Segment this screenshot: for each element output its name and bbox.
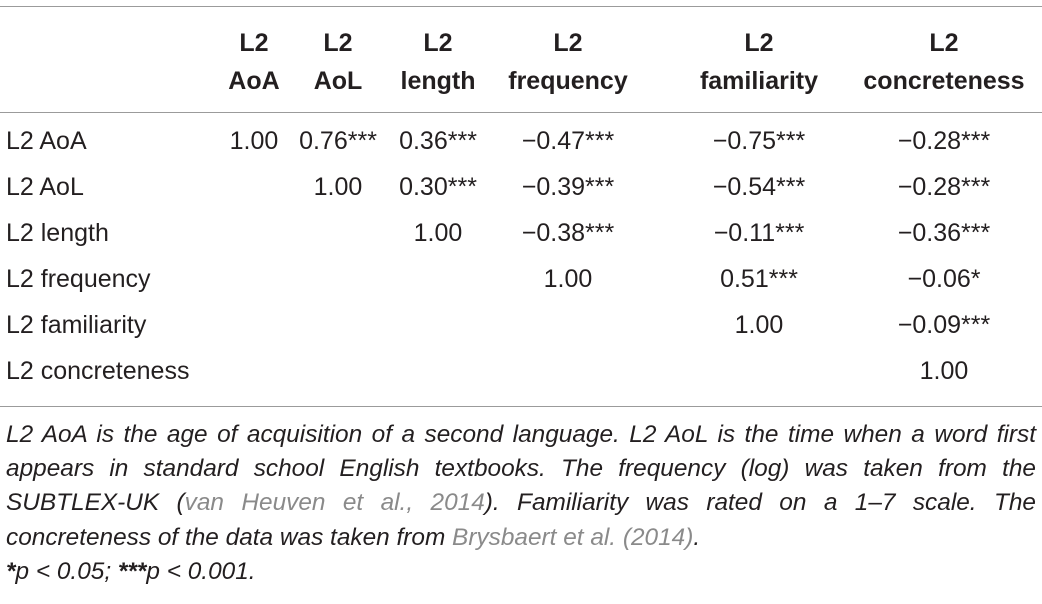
correlation-value: −0.09 [897, 311, 962, 339]
correlation-cell [659, 126, 859, 156]
footnote-text-2: ). Familiarity was rated on a 1–7 scale. The concreteness of the data was taken from [6, 489, 1036, 551]
correlation-value: 1.00 [229, 127, 279, 155]
correlation-value: −0.38 [521, 219, 586, 247]
correlation-value: 1.00 [734, 311, 784, 339]
row-label: L2 AoL [6, 173, 84, 201]
column-header-line2: length [400, 67, 476, 95]
significance-stars: *** [585, 127, 615, 155]
column-header-line2: AoA [228, 67, 280, 95]
column-header-line2: frequency [508, 67, 628, 95]
column-header-line1: L2 [929, 29, 959, 57]
correlation-value: −0.36 [897, 219, 962, 247]
correlation-cell [844, 264, 1042, 294]
significance-stars: *** [447, 173, 477, 201]
correlation-value: 0.76 [299, 127, 348, 155]
table-top-rule [0, 6, 1042, 7]
correlation-value: −0.06 [907, 265, 971, 293]
significance-stars: *** [961, 311, 991, 339]
correlation-cell [468, 172, 668, 202]
significance-stars: *** [775, 219, 805, 247]
row-label: L2 length [6, 219, 109, 247]
significance-stars: *** [961, 219, 991, 247]
correlation-value: 1.00 [919, 357, 969, 385]
column-header-line1: L2 [423, 29, 453, 57]
row-label: L2 concreteness [6, 357, 190, 385]
significance-stars: *** [768, 265, 798, 293]
row-label: L2 familiarity [6, 311, 147, 339]
significance-stars: *** [776, 127, 806, 155]
citation-link-van-heuven[interactable]: van Heuven et al., 2014 [184, 489, 485, 517]
correlation-value: −0.28 [897, 127, 962, 155]
column-header-line2: AoL [313, 67, 363, 95]
significance-marker-single: * [6, 557, 16, 585]
footnote-text-3: . [693, 523, 701, 551]
column-header-line1: L2 [323, 29, 353, 57]
correlation-cell [844, 310, 1042, 340]
significance-text-triple: p < 0.001. [146, 557, 256, 585]
correlation-cell [659, 310, 859, 340]
correlation-value: 1.00 [413, 219, 463, 247]
column-header-line1: L2 [239, 29, 269, 57]
row-label: L2 AoA [6, 127, 87, 155]
correlation-value: 0.30 [399, 173, 448, 201]
correlation-value: −0.11 [713, 219, 776, 247]
row-label: L2 frequency [6, 265, 151, 293]
correlation-value: −0.28 [897, 173, 962, 201]
correlation-cell [844, 172, 1042, 202]
column-header-line2: familiarity [699, 67, 819, 95]
table-footnote [6, 418, 1036, 589]
significance-stars: *** [961, 127, 991, 155]
footnote-text-1: L2 AoA is the age of acquisition of a second language. L2 AoL is the time when a word first appears in standard school English textbooks. The frequency (log) was taken from the SUBTLEX-UK ( [6, 421, 1036, 517]
correlation-value: −0.39 [521, 173, 586, 201]
correlation-cell [844, 218, 1042, 248]
correlation-cell [659, 264, 859, 294]
significance-marker-triple: *** [117, 557, 147, 585]
table-header-rule [0, 112, 1042, 113]
column-header-line1: L2 [553, 29, 583, 57]
significance-stars: *** [585, 173, 615, 201]
correlation-cell [468, 126, 668, 156]
correlation-value: −0.54 [712, 173, 777, 201]
significance-stars: *** [776, 173, 806, 201]
significance-stars: *** [961, 173, 991, 201]
correlation-value: 1.00 [543, 265, 593, 293]
correlation-cell [468, 264, 668, 294]
correlation-cell [468, 218, 668, 248]
correlation-value: 0.51 [720, 265, 769, 293]
significance-text-single: p < 0.05; [15, 557, 118, 585]
citation-link-brysbaert[interactable]: Brysbaert et al. (2014) [452, 523, 694, 551]
table-bottom-rule [0, 406, 1042, 407]
correlation-cell [844, 356, 1042, 386]
correlation-value: −0.47 [521, 127, 586, 155]
significance-stars: * [970, 265, 981, 293]
correlation-cell [659, 218, 859, 248]
correlation-value: 1.00 [313, 173, 363, 201]
column-header-line2: concreteness [863, 67, 1025, 95]
significance-stars: *** [347, 127, 377, 155]
correlation-value: 0.36 [399, 127, 448, 155]
correlation-value: −0.75 [712, 127, 777, 155]
significance-stars: *** [585, 219, 615, 247]
correlation-cell [659, 172, 859, 202]
column-header-line1: L2 [744, 29, 774, 57]
significance-stars: *** [447, 127, 477, 155]
correlation-cell [844, 126, 1042, 156]
